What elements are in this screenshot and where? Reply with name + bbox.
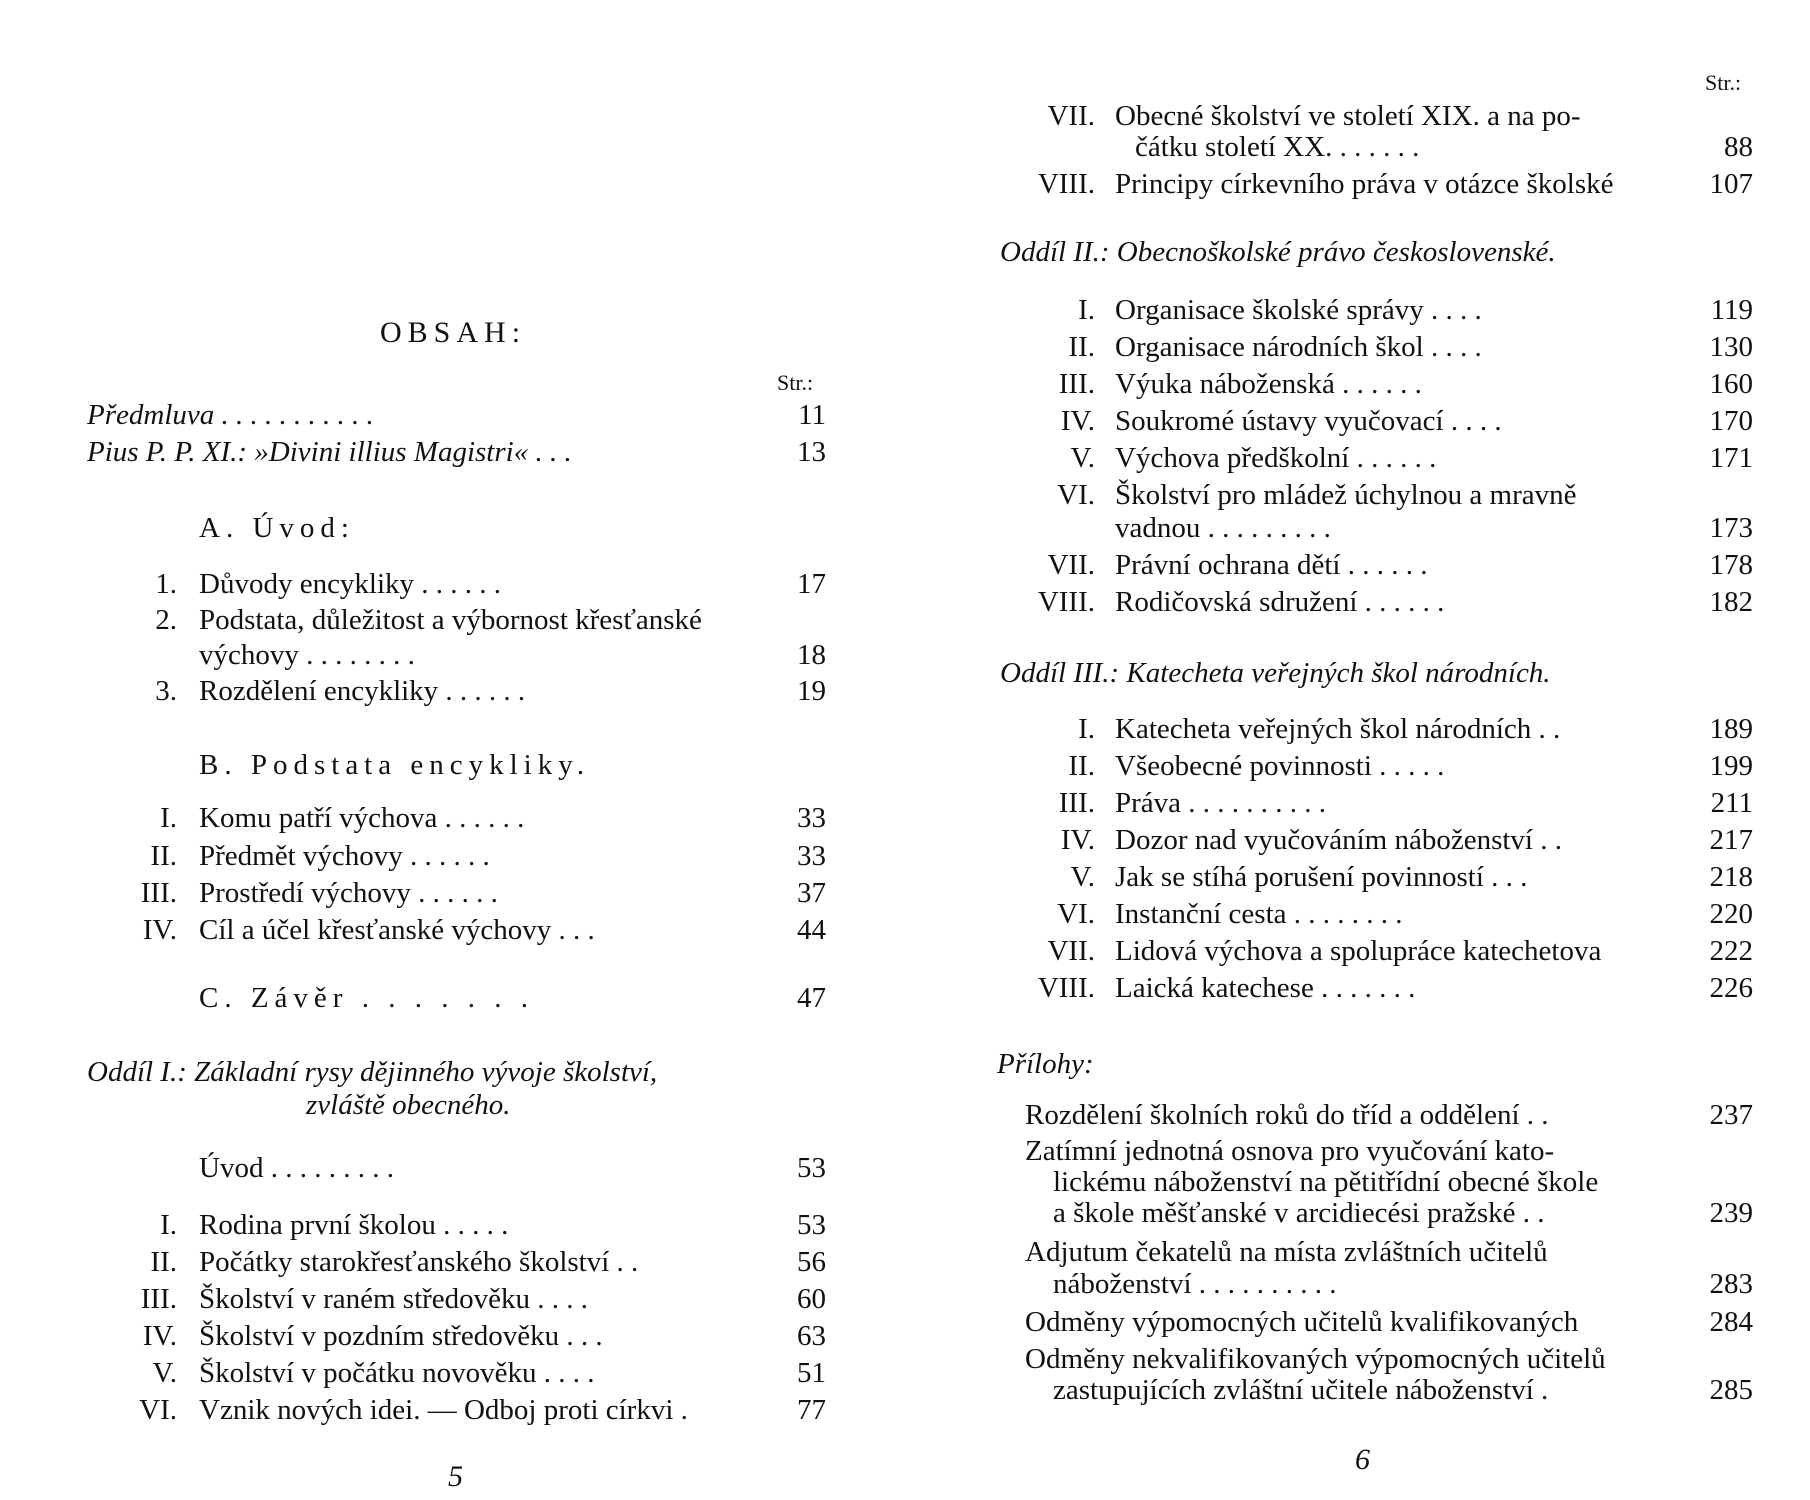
toc-entry-continuation: lickému náboženství na pětitřídní obecné škole — [1053, 1166, 1599, 1198]
toc-entry-page: 171 — [1709, 442, 1753, 474]
toc-entry-title: Instanční cesta . . . . . . . . — [1115, 898, 1403, 930]
toc-entry-page: 239 — [1709, 1197, 1753, 1229]
toc-entry-page: 119 — [1710, 294, 1753, 326]
toc-entry-title: Adjutum čekatelů na místa zvláštních učitelů — [1025, 1236, 1548, 1268]
toc-entry-title: Prostředí výchovy . . . . . . — [199, 877, 498, 909]
toc-entry-num: V. — [1070, 442, 1095, 474]
right-page — [905, 0, 1810, 1500]
toc-entry-num: III. — [140, 1283, 177, 1315]
page-number: 6 — [1355, 1443, 1370, 1476]
toc-entry-title: Školství v počátku novověku . . . . — [199, 1357, 595, 1389]
toc-entry-page: 222 — [1709, 935, 1753, 967]
toc-entry-page: 18 — [797, 639, 826, 671]
toc-entry-num: IV. — [142, 1320, 177, 1352]
toc-entry-page: 226 — [1709, 972, 1753, 1004]
toc-entry-page: 217 — [1709, 824, 1753, 856]
toc-entry-page: 218 — [1709, 861, 1753, 893]
toc-entry-num: VIII. — [1037, 586, 1095, 618]
contents-heading: OBSAH: — [380, 316, 527, 349]
toc-entry-title: Laická katechese . . . . . . . — [1115, 972, 1416, 1004]
page-number: 5 — [448, 1460, 463, 1493]
prilohy-heading: Přílohy: — [997, 1048, 1094, 1080]
toc-entry-title: Práva . . . . . . . . . . — [1115, 787, 1327, 819]
toc-entry-num: 3. — [155, 675, 177, 707]
toc-entry-title: Výuka náboženská . . . . . . — [1115, 368, 1422, 400]
toc-entry-title: Jak se stíhá porušení povinností . . . — [1115, 861, 1528, 893]
toc-entry-title: Odměny nekvalifikovaných výpomocných učitelů — [1025, 1343, 1606, 1375]
toc-entry-num: VI. — [139, 1394, 177, 1426]
toc-entry-num: III. — [140, 877, 177, 909]
toc-entry-num: I. — [160, 1209, 177, 1241]
toc-entry-page: 77 — [797, 1394, 826, 1426]
toc-entry-page: 160 — [1709, 368, 1753, 400]
oddil-2-heading: Oddíl II.: Obecnoškolské právo československé. — [1000, 236, 1556, 268]
toc-entry-num: VIII. — [1037, 168, 1095, 200]
toc-entry-page: 56 — [797, 1246, 826, 1278]
toc-entry-num: 1. — [155, 568, 177, 600]
toc-entry-num: I. — [1078, 294, 1095, 326]
toc-entry-num: IV. — [1060, 824, 1095, 856]
toc-entry-page: 44 — [797, 914, 826, 946]
toc-entry-title: Výchova předškolní . . . . . . — [1115, 442, 1437, 474]
toc-entry-title: Organisace školské správy . . . . — [1115, 294, 1482, 326]
toc-entry-title: Dozor nad vyučováním náboženství . . — [1115, 824, 1562, 856]
toc-entry-title: Pius P. P. XI.: »Divini illius Magistri« . . . — [87, 436, 572, 468]
toc-entry-num: II. — [150, 840, 177, 872]
toc-entry-num: I. — [1078, 713, 1095, 745]
toc-entry-title: Předmět výchovy . . . . . . — [199, 840, 490, 872]
oddil-3-heading: Oddíl III.: Katecheta veřejných škol národních. — [1000, 657, 1551, 689]
toc-entry-page: 199 — [1709, 750, 1753, 782]
toc-entry-page: 47 — [797, 982, 826, 1014]
toc-entry-title: Úvod . . . . . . . . . — [199, 1152, 394, 1184]
toc-entry-title: Zatímní jednotná osnova pro vyučování kato- — [1025, 1135, 1555, 1167]
toc-entry-page: 19 — [797, 675, 826, 707]
toc-entry-num: VI. — [1057, 479, 1095, 511]
toc-entry-page: 189 — [1709, 713, 1753, 745]
toc-entry-title: Všeobecné povinnosti . . . . . — [1115, 750, 1445, 782]
toc-entry-num: V. — [152, 1357, 177, 1389]
toc-entry-title: Soukromé ústavy vyučovací . . . . — [1115, 405, 1502, 437]
toc-entry-continuation: výchovy . . . . . . . . — [199, 639, 415, 671]
toc-entry-page: 283 — [1709, 1268, 1753, 1300]
toc-entry-title: Rozdělení školních roků do tříd a oddělení . . — [1025, 1099, 1549, 1131]
toc-entry-num: III. — [1058, 368, 1095, 400]
toc-entry-page: 33 — [797, 840, 826, 872]
toc-entry-page: 182 — [1709, 586, 1753, 618]
toc-entry-page: 237 — [1709, 1099, 1753, 1131]
toc-entry-num: III. — [1058, 787, 1095, 819]
toc-entry-page: 11 — [798, 399, 826, 431]
toc-entry-page: 107 — [1709, 168, 1753, 200]
toc-entry-num: VII. — [1047, 935, 1095, 967]
toc-entry-num: 2. — [155, 604, 177, 636]
toc-entry-num: IV. — [142, 914, 177, 946]
toc-entry-continuation: zastupujících zvláštní učitele náboženství . — [1053, 1374, 1549, 1406]
toc-entry-num: II. — [150, 1246, 177, 1278]
toc-entry-title: Odměny výpomocných učitelů kvalifikovaných — [1025, 1306, 1579, 1338]
toc-entry-title: Principy církevního práva v otázce školské — [1115, 168, 1614, 200]
toc-entry-title: Právní ochrana dětí . . . . . . — [1115, 549, 1428, 581]
toc-entry-title: Rodina první školou . . . . . — [199, 1209, 509, 1241]
toc-entry-page: 17 — [797, 568, 826, 600]
toc-entry-title: Předmluva . . . . . . . . . . . — [87, 399, 374, 431]
toc-entry-page: 285 — [1709, 1374, 1753, 1406]
toc-entry-title: Katecheta veřejných škol národních . . — [1115, 713, 1561, 745]
section-b-heading: B. Podstata encykliky. — [199, 749, 591, 781]
toc-entry-page: 53 — [797, 1209, 826, 1241]
toc-entry-num: II. — [1068, 750, 1095, 782]
toc-entry-num: I. — [160, 802, 177, 834]
toc-entry-num: II. — [1068, 331, 1095, 363]
toc-entry-title: Komu patří výchova . . . . . . — [199, 802, 525, 834]
toc-entry-title: Rozdělení encykliky . . . . . . — [199, 675, 526, 707]
toc-entry-page: 37 — [797, 877, 826, 909]
toc-entry-title: Rodičovská sdružení . . . . . . — [1115, 586, 1445, 618]
toc-entry-page: 220 — [1709, 898, 1753, 930]
toc-entry-num: V. — [1070, 861, 1095, 893]
toc-entry-continuation: náboženství . . . . . . . . . . — [1053, 1268, 1337, 1300]
toc-entry-title: Cíl a účel křesťanské výchovy . . . — [199, 914, 595, 946]
toc-entry-page: 60 — [797, 1283, 826, 1315]
toc-entry-num: IV. — [1060, 405, 1095, 437]
toc-entry-continuation: vadnou . . . . . . . . . — [1115, 512, 1331, 544]
toc-entry-page: 51 — [797, 1357, 826, 1389]
str-label: Str.: — [777, 370, 814, 395]
toc-entry-continuation: a škole měšťanské v arcidiecési pražské . . — [1053, 1197, 1545, 1229]
toc-entry-title: Obecné školství ve století XIX. a na po- — [1115, 100, 1581, 132]
toc-entry-page: 130 — [1709, 331, 1753, 363]
section-a-heading: A. Úvod: — [199, 512, 355, 544]
toc-entry-page: 284 — [1709, 1306, 1753, 1338]
toc-entry-title: Podstata, důležitost a výbornost křesťanské — [199, 604, 702, 636]
toc-entry-page: 53 — [797, 1152, 826, 1184]
toc-entry-title: Počátky starokřesťanského školství . . — [199, 1246, 639, 1278]
toc-entry-title: Školství pro mládež úchylnou a mravně — [1115, 479, 1577, 511]
toc-entry-page: 178 — [1709, 549, 1753, 581]
toc-entry-title: Důvody encykliky . . . . . . — [199, 568, 502, 600]
toc-entry-page: 173 — [1709, 512, 1753, 544]
str-label: Str.: — [1705, 70, 1742, 95]
toc-entry-continuation: čátku století XX. . . . . . . — [1135, 131, 1420, 163]
toc-entry-title: Lidová výchova a spolupráce katechetova — [1115, 935, 1602, 967]
toc-entry-num: VIII. — [1037, 972, 1095, 1004]
toc-entry-title: Vznik nových idei. — Odboj proti církvi . — [199, 1394, 688, 1426]
toc-entry-page: 211 — [1710, 787, 1753, 819]
toc-entry-page: 88 — [1724, 131, 1753, 163]
toc-entry-page: 170 — [1709, 405, 1753, 437]
toc-entry-title: Školství v raném středověku . . . . — [199, 1283, 589, 1315]
toc-entry-num: VII. — [1047, 100, 1095, 132]
section-c-heading: C. Závěr . . . . . . . — [199, 982, 534, 1014]
toc-entry-page: 33 — [797, 802, 826, 834]
toc-entry-page: 13 — [797, 436, 826, 468]
toc-entry-page: 63 — [797, 1320, 826, 1352]
toc-entry-title: Školství v pozdním středověku . . . — [199, 1320, 603, 1352]
oddil-1-heading: Oddíl I.: Základní rysy dějinného vývoje školství, — [87, 1056, 658, 1088]
toc-entry-num: VI. — [1057, 898, 1095, 930]
toc-entry-title: Organisace národních škol . . . . — [1115, 331, 1482, 363]
oddil-1-heading-cont: zvláště obecného. — [306, 1089, 511, 1121]
toc-entry-num: VII. — [1047, 549, 1095, 581]
